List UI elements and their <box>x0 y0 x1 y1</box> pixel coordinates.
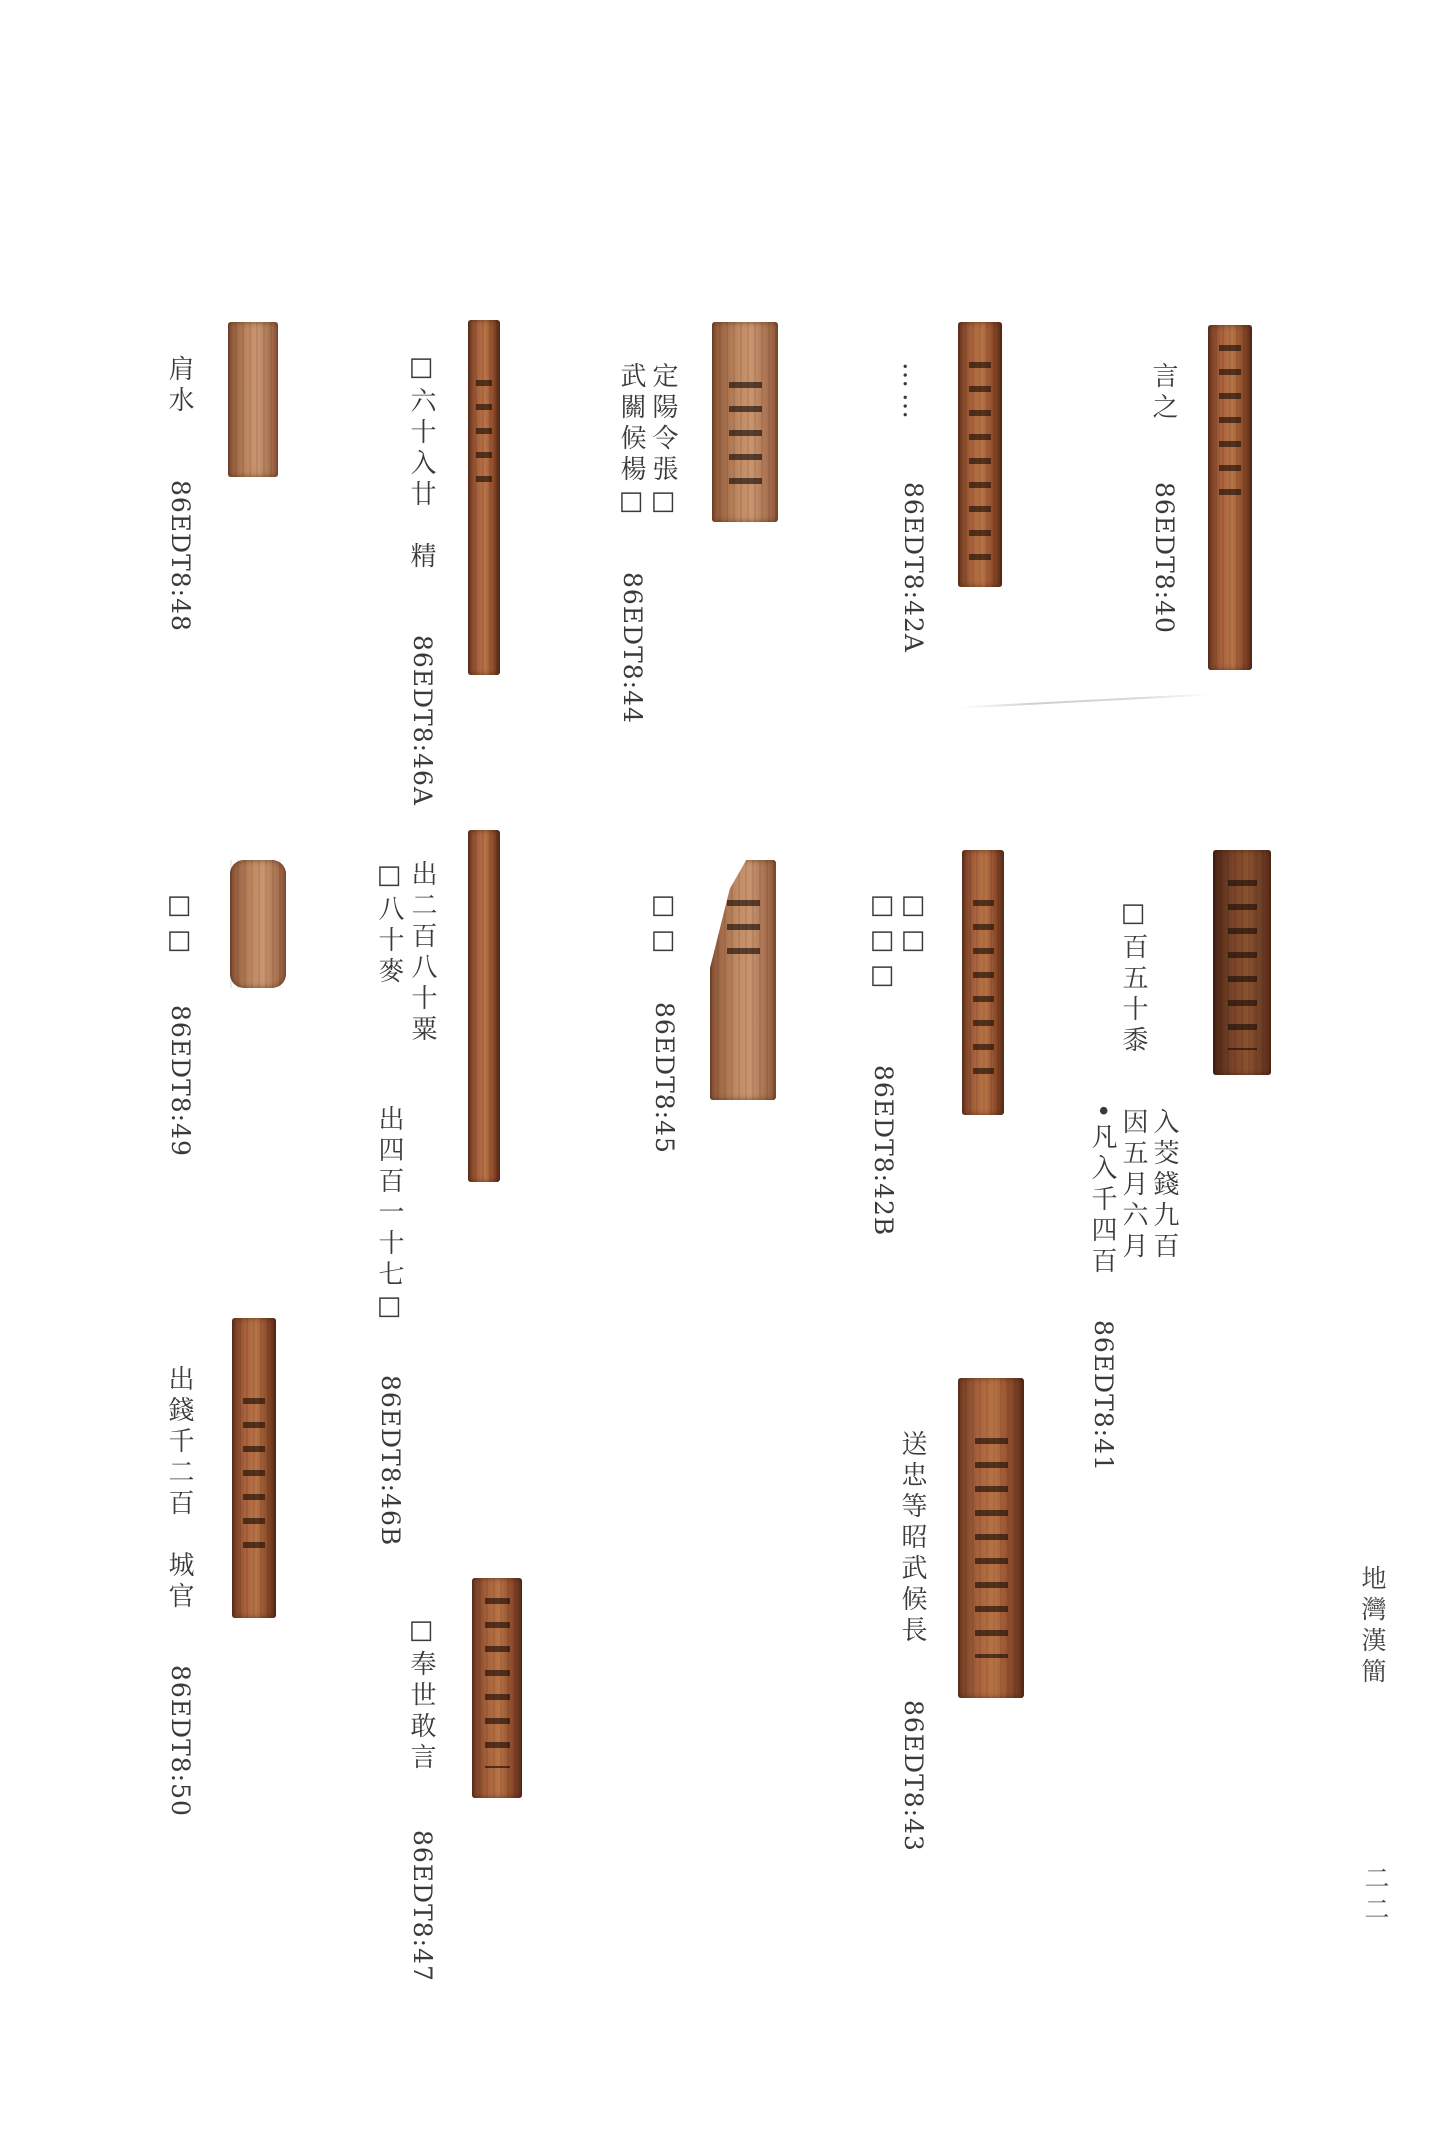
bamboo-slip-image <box>958 1378 1024 1698</box>
slip-transcription: 言之 <box>1148 362 1178 424</box>
bamboo-slip-image <box>232 1318 276 1618</box>
slip-transcription: □□□ <box>867 890 897 995</box>
page-number: 二二 <box>1361 1865 1390 1927</box>
slip-transcription: 送忠等昭武候長 <box>897 1430 927 1647</box>
slip-id-label: 86EDT8:46A <box>408 635 437 806</box>
slip-id-label: 86EDT8:42A <box>899 482 928 653</box>
bamboo-slip-image <box>230 860 286 988</box>
bamboo-slip-image <box>710 860 776 1100</box>
slip-transcription: □六十入廿 精 <box>406 352 436 573</box>
slip-transcription: 出二百八十粟 <box>407 860 437 1046</box>
slip-transcription: …… <box>897 362 927 424</box>
slip-id-label: 86EDT8:42B <box>869 1065 898 1237</box>
slip-transcription: □八十麥 <box>374 860 404 988</box>
slip-transcription: 肩水 <box>164 355 194 417</box>
slip-transcription: 武關候楊□ <box>616 362 646 521</box>
bamboo-slip-image <box>468 320 500 675</box>
bamboo-slip-image <box>1213 850 1271 1075</box>
scan-crease <box>960 693 1210 708</box>
bamboo-slip-image <box>1208 325 1252 670</box>
slip-transcription: □□ <box>648 890 678 960</box>
bamboo-slip-image <box>958 322 1002 587</box>
slip-id-label: 86EDT8:40 <box>1150 482 1179 634</box>
slip-transcription: 出四百一十七□ <box>374 1105 404 1326</box>
slip-transcription: □百五十黍 <box>1118 898 1148 1057</box>
slip-transcription: □□ <box>164 890 194 960</box>
bamboo-slip-image <box>468 830 500 1182</box>
slip-id-label: 86EDT8:50 <box>166 1665 195 1817</box>
bamboo-slip-image <box>712 322 778 522</box>
running-head: 地灣漢簡 <box>1358 1565 1387 1689</box>
slip-transcription: □□ <box>898 890 928 960</box>
slip-id-label: 86EDT8:46B <box>376 1375 405 1547</box>
slip-transcription: □奉世敢言 <box>406 1615 436 1774</box>
bamboo-slip-image <box>472 1578 522 1798</box>
slip-id-label: 86EDT8:49 <box>166 1005 195 1157</box>
slip-id-label: 86EDT8:44 <box>618 572 647 724</box>
bamboo-slip-image <box>228 322 278 477</box>
slip-id-label: 86EDT8:41 <box>1089 1320 1118 1472</box>
slip-id-label: 86EDT8:48 <box>166 480 195 632</box>
slip-transcription: 出錢千二百 城官 <box>164 1365 194 1613</box>
slip-id-label: 86EDT8:43 <box>899 1700 928 1852</box>
slip-transcription: 因五月六月 <box>1118 1108 1148 1263</box>
bamboo-slip-image <box>962 850 1004 1115</box>
slip-transcription: •凡入千四百 <box>1087 1103 1117 1279</box>
slip-transcription: 定陽令張□ <box>648 362 678 521</box>
slip-id-label: 86EDT8:45 <box>650 1002 679 1154</box>
slip-transcription: 入茭錢九百 <box>1149 1108 1179 1263</box>
slip-id-label: 86EDT8:47 <box>408 1830 437 1982</box>
